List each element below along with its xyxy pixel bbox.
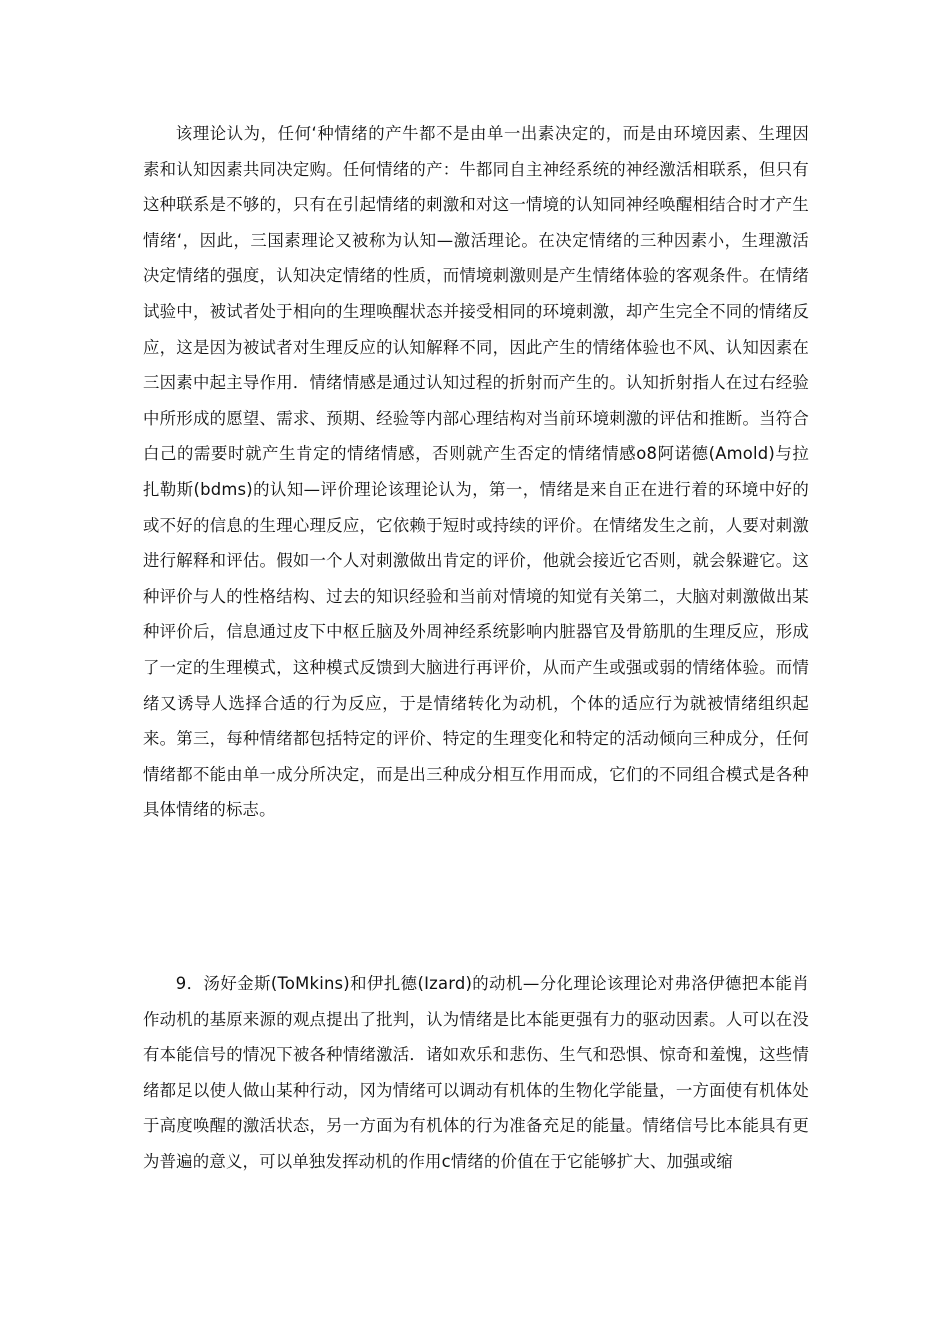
body-paragraph-motivation-differentiation-theory: 9．汤好金斯(ToMkins)和伊扎德(Izard)的动机—分化理论该理论对弗洛伊德把本能肖作动机的基原来源的观点提出了批判，认为情绪是比本能更强有力的驱动因素。人可以在没有本能信号的情况下被各种情绪激活．诸如欢乐和悲伤、生气和恐惧、惊奇和羞愧，这些情绪都足以使人做山某种行动，冈为情绪可以调动有机体的生物化学能量，一方面使有机体处于高度唤醒的激活状态，另一方面为有机体的行为准备充足的能量。情绪信号比本能具有更为普遍的意义，可以单独发挥动机的作用c情绪的价值在于它能够扩大、加强或缩: [143, 974, 809, 1171]
body-paragraph-cognitive-theories: 该理论认为，任何‘种情绪的产牛都不是由单一出素决定的，而是由环境因素、生理因素和认知因素共同决定购。任何情绪的产：牛都同自主神经系统的神经激活相联系，但只有这种联系是不够的，只有在引起情绪的刺激和对这一情境的认知同神经唤醒相结合时才产生情绪‘，因此，三国素理论又被称为认知—激活理论。在决定情绪的三种因素小，生理激活决定情绪的强度，认知决定情绪的性质，而情境刺激则是产生情绪体验的客观条件。在情绪试验中，被试者处于相向的生理唤醒状态并接受相同的环境刺激，却产生完全不同的情绪反应，这是因为被试者对生理反应的认知解释不同，因此产生的情绪体验也不风、认知因素在三因素中起主导作用．情绪情感是通过认知过程的折射而产生的。认知折射指人在过右经验中所形成的愿望、需求、预期、经验等内部心理结构对当前环境刺激的评估和推断。当符合白己的需要时就产生肯定的情绪情感，否则就产生否定的情绪情感o8阿诺德(Amold)与拉扎勒斯(bdms)的认知—评价理论该理论认为，第一，情绪是来自正在进行着的环境中好的或不好的信息的生理心理反应，它依赖于短时或持续的评价。在情绪发生之前，人要对刺激进行解释和评估。假如一个人对刺激做出肯定的评价，他就会接近它否则，就会躲避它。这种评价与人的性格结构、过去的知识经验和当前对情境的知觉有关第二，大脑对刺激做出某种评价后，信息通过皮下中枢丘脑及外周神经系统影响内脏器官及骨筋肌的生理反应，形成了一定的生理模式，这种模式反馈到大脑进行再评价，从而产生或强或弱的情绪体验。而情绪又诱导人选择合适的行为反应，于是情绪转化为动机，个体的适应行为就被情绪组织起来。第三，每种情绪都包括特定的评价、特定的生理变化和特定的活动倾向三种成分，任何情绪都不能由单一成分所决定，而是出三种成分相互作用而成，它们的不同组合模式是各种具体情绪的标志。: [143, 124, 809, 820]
